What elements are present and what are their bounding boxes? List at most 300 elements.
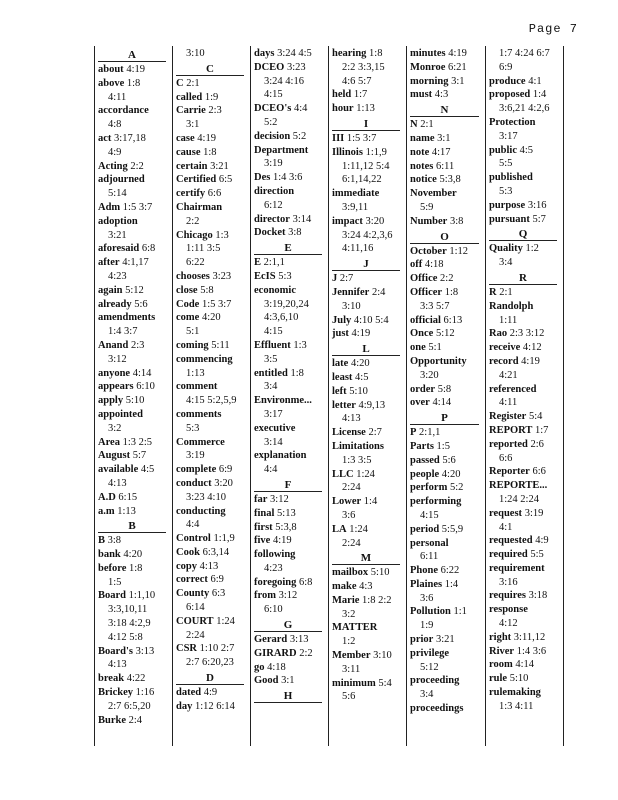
page-line-references: 1:7 xyxy=(532,424,549,436)
index-term: correct xyxy=(176,574,208,586)
index-reference-continuation xyxy=(489,617,563,631)
index-entry xyxy=(254,507,328,521)
page-line-references: 3:14 xyxy=(264,436,283,448)
index-term: privilege xyxy=(410,647,450,659)
page-line-references: 5:5 xyxy=(499,158,513,170)
page-line-references: 1:13 xyxy=(114,505,136,517)
index-reference-continuation xyxy=(98,422,172,436)
index-reference-continuation xyxy=(176,118,250,132)
index-term: director xyxy=(254,213,290,225)
page-line-references: 6:6 xyxy=(205,188,222,200)
page-line-references: 2:7 6:20,23 xyxy=(186,657,234,669)
index-entry xyxy=(410,468,485,482)
index-term: Monroe xyxy=(410,61,446,73)
index-entry xyxy=(489,631,563,645)
index-term: Board xyxy=(98,590,127,602)
page-line-references: 2:1 xyxy=(183,77,200,89)
index-term: days xyxy=(254,48,275,59)
index-term: Phone xyxy=(410,565,439,577)
index-term: public xyxy=(489,144,518,156)
index-entry xyxy=(489,562,563,576)
index-reference-continuation xyxy=(489,396,563,410)
page-line-references: 1:1,10 xyxy=(126,590,156,602)
index-reference-continuation xyxy=(332,75,406,89)
page-line-references: 4:19 xyxy=(194,132,216,144)
page-line-references: 2:3 3:12 xyxy=(507,328,545,340)
index-reference-continuation xyxy=(176,394,250,408)
index-term: Area xyxy=(98,436,120,448)
index-entry xyxy=(176,505,250,519)
page-line-references: 4:4 xyxy=(186,519,200,531)
index-reference-continuation xyxy=(98,576,172,590)
page-line-references: 4:13 xyxy=(197,560,219,572)
index-entry xyxy=(410,702,485,716)
index-term: J xyxy=(332,273,338,285)
index-term: August xyxy=(98,450,131,462)
index-entry xyxy=(98,367,172,381)
page-line-references: 6:6 xyxy=(529,466,546,478)
page-line-references: 2:24 xyxy=(342,482,361,494)
index-reference-continuation xyxy=(254,562,328,576)
index-entry xyxy=(489,300,563,314)
index-entry xyxy=(176,229,250,243)
index-term: requested xyxy=(489,535,533,547)
index-term: people xyxy=(410,468,440,480)
index-term: perform xyxy=(410,482,448,494)
index-term: B xyxy=(98,535,106,547)
index-entry xyxy=(254,394,328,408)
page-line-references: 4:15 xyxy=(420,509,439,521)
index-term: over xyxy=(410,397,430,409)
index-term: Certified xyxy=(176,174,217,186)
page-line-references: 3:23 xyxy=(209,270,232,282)
index-term: minutes xyxy=(410,48,446,59)
index-entry xyxy=(254,422,328,436)
index-term: just xyxy=(332,328,349,340)
section-letter-header: C xyxy=(176,62,244,76)
index-reference-continuation xyxy=(98,603,172,617)
index-term: A.D xyxy=(98,491,116,503)
page-line-references: 3:9,11 xyxy=(342,201,369,213)
page-line-references: 1:9 xyxy=(420,620,434,632)
index-reference-continuation xyxy=(410,550,485,564)
index-entry xyxy=(176,77,250,91)
index-entry xyxy=(98,714,172,728)
page-line-references: 2:3 xyxy=(205,105,222,117)
index-entry xyxy=(98,298,172,312)
page-line-references: 3:6 xyxy=(342,509,356,521)
page-line-references: 3:21 xyxy=(207,160,229,172)
index-entry xyxy=(332,314,406,328)
index-entry xyxy=(176,642,250,656)
index-term: Des xyxy=(254,172,271,184)
page-line-references: 5:10 xyxy=(507,673,529,685)
index-reference-continuation xyxy=(489,700,563,714)
index-term: about xyxy=(98,64,124,75)
index-entry xyxy=(254,270,328,284)
index-entry xyxy=(254,171,328,185)
page-line-references: 3:24 4:16 xyxy=(264,75,304,87)
index-term: record xyxy=(489,355,519,367)
index-reference-continuation xyxy=(98,353,172,367)
page-line-references: 4:3,6,10 xyxy=(264,312,299,324)
index-entry xyxy=(410,286,485,300)
page-line-references: 1:24 2:24 xyxy=(499,493,539,505)
section-letter-header: P xyxy=(410,411,479,425)
index-entry xyxy=(332,215,406,229)
section-letter-header: M xyxy=(332,551,400,565)
index-reference-continuation xyxy=(254,463,328,477)
index-entry xyxy=(489,438,563,452)
page-line-references: 6:11 xyxy=(420,551,439,563)
index-reference-continuation xyxy=(332,160,406,174)
index-entry xyxy=(410,245,485,259)
page-line-references: 4:18 xyxy=(264,661,286,673)
section-letter-header: O xyxy=(410,230,479,244)
page-line-references: 5:1 xyxy=(186,326,200,338)
page-line-references: 4:19 xyxy=(348,328,371,340)
index-term: order xyxy=(410,383,436,395)
index-reference-continuation xyxy=(332,537,406,551)
index-entry xyxy=(332,495,406,509)
index-reference-continuation xyxy=(489,369,563,383)
index-term: Environme... xyxy=(254,395,312,407)
section-letter-header: L xyxy=(332,342,400,356)
index-term: Illinois xyxy=(332,146,363,158)
page-line-references: 1:7 xyxy=(351,89,368,101)
index-entry xyxy=(489,88,563,102)
index-entry xyxy=(410,564,485,578)
page-line-references: 2:4 xyxy=(369,286,386,298)
index-term: C xyxy=(176,77,184,89)
page-line-references: 4:19 xyxy=(270,535,292,547)
index-reference-continuation xyxy=(489,185,563,199)
index-entry xyxy=(410,258,485,272)
index-term: Member xyxy=(332,650,371,662)
index-entry xyxy=(176,380,250,394)
index-term: proposed xyxy=(489,89,531,101)
index-reference-continuation xyxy=(176,325,250,339)
index-entry xyxy=(332,426,406,440)
page-line-references: 4:10 5:4 xyxy=(351,314,389,326)
index-term: Chairman xyxy=(176,201,223,213)
index-entry xyxy=(489,507,563,521)
index-term: make xyxy=(332,581,357,593)
index-entry xyxy=(176,284,250,298)
index-term: required xyxy=(489,549,528,561)
index-term: commencing xyxy=(176,353,233,365)
page-line-references: 2:6 xyxy=(527,438,544,450)
index-entry xyxy=(98,534,172,548)
index-term: Lower xyxy=(332,496,362,508)
index-term: economic xyxy=(254,284,296,296)
page-line-references: 6:9 xyxy=(207,574,224,586)
index-reference-continuation xyxy=(254,199,328,213)
page-line-references: 3:1 xyxy=(448,75,465,87)
index-term: Plaines xyxy=(410,578,443,590)
index-entry xyxy=(176,532,250,546)
page-line-references: 4:19 xyxy=(518,355,540,367)
page-line-references: 3:20 xyxy=(362,215,385,227)
index-term: five xyxy=(254,535,271,547)
index-term: complete xyxy=(176,464,217,476)
page-line-references: 1:11 3:5 xyxy=(186,243,221,255)
index-entry xyxy=(98,201,172,215)
index-reference-continuation xyxy=(410,201,485,215)
page-line-references: 4:14 xyxy=(512,659,535,671)
page-line-references: 2:7 xyxy=(337,273,354,285)
index-term: Officer xyxy=(410,286,443,298)
index-reference-continuation xyxy=(489,61,563,75)
index-entry xyxy=(489,199,563,213)
index-term: impact xyxy=(332,215,363,227)
index-term: Department xyxy=(254,144,309,156)
index-entry xyxy=(410,173,485,187)
index-reference-continuation xyxy=(98,658,172,672)
index-reference-continuation xyxy=(98,270,172,284)
page-line-references: 5:2 xyxy=(290,130,307,142)
page-line-references: 1:12 xyxy=(446,245,469,257)
index-term: DCEO's xyxy=(254,103,292,115)
index-reference-continuation xyxy=(254,88,328,102)
index-term: bank xyxy=(98,549,121,561)
index-term: certify xyxy=(176,188,206,200)
index-term: following xyxy=(254,549,296,561)
page-line-references: 4:15 5:2,5,9 xyxy=(186,395,237,407)
index-entry xyxy=(410,61,485,75)
index-term: LA xyxy=(332,523,347,535)
section-letter-header: H xyxy=(254,689,322,703)
index-entry xyxy=(176,353,250,367)
page-line-references: 6:15 xyxy=(115,491,138,503)
page-line-references: 5:14 xyxy=(108,188,127,200)
page-line-references: 1:1 xyxy=(450,606,467,618)
page-line-references: 4:22 xyxy=(124,673,146,685)
index-reference-continuation xyxy=(410,688,485,702)
page-line-references: 1:3 2:5 xyxy=(119,436,153,448)
page-line-references: 3:23 xyxy=(284,61,306,73)
index-term: July xyxy=(332,314,352,326)
index-reference-continuation xyxy=(98,229,172,243)
index-term: proceeding xyxy=(410,675,460,687)
index-term: must xyxy=(410,89,433,101)
page-line-references: 1:11,12 5:4 xyxy=(342,160,390,172)
page-line-references: 4:13 xyxy=(108,659,127,671)
page-line-references: 6:9 xyxy=(499,61,513,73)
page-line-references: 3:19 xyxy=(522,507,544,519)
index-reference-continuation xyxy=(254,603,328,617)
index-reference-continuation xyxy=(332,608,406,622)
index-reference-continuation xyxy=(98,146,172,160)
index-reference-continuation xyxy=(332,663,406,677)
index-entry xyxy=(410,160,485,174)
section-letter-header: D xyxy=(176,671,244,685)
page-line-references: 5:7 xyxy=(529,213,546,225)
index-reference-continuation xyxy=(98,118,172,132)
page-line-references: 4:1 xyxy=(525,75,542,87)
page-line-references: 5:5,9 xyxy=(439,523,464,535)
index-entry xyxy=(332,580,406,594)
index-entry xyxy=(254,256,328,270)
page-line-references: 4:12 5:8 xyxy=(108,631,143,643)
index-term: Acting xyxy=(98,160,128,172)
section-letter-header: G xyxy=(254,618,322,632)
page-line-references: 5:12 xyxy=(433,328,455,340)
index-entry xyxy=(489,341,563,355)
index-entry xyxy=(254,548,328,562)
index-reference-continuation xyxy=(489,157,563,171)
index-term: Burke xyxy=(98,714,127,726)
index-term: room xyxy=(489,659,513,671)
index-term: above xyxy=(98,77,125,89)
index-term: Cook xyxy=(176,546,200,558)
page-line-references: 1:5 3:7 xyxy=(120,201,153,213)
index-term: Brickey xyxy=(98,687,133,699)
index-reference-continuation xyxy=(254,157,328,171)
index-term: purpose xyxy=(489,199,526,211)
index-entry xyxy=(254,647,328,661)
index-term: requires xyxy=(489,590,526,602)
page-line-references: 4:20 xyxy=(348,358,370,370)
page-line-references: 6:9 xyxy=(216,464,233,476)
index-entry xyxy=(176,546,250,560)
index-term: right xyxy=(489,631,512,643)
index-term: produce xyxy=(489,75,526,87)
index-term: November xyxy=(410,188,457,200)
page-line-references: 5:2 xyxy=(264,116,278,128)
index-reference-continuation xyxy=(176,256,250,270)
index-entry xyxy=(98,491,172,505)
index-column-3 xyxy=(250,46,328,746)
page-line-references: 2:1 xyxy=(496,286,513,298)
index-term: dated xyxy=(176,687,202,699)
index-reference-continuation xyxy=(489,102,563,116)
index-reference-continuation xyxy=(489,576,563,590)
index-term: Chicago xyxy=(176,229,213,241)
index-term: Adm xyxy=(98,201,121,213)
index-entry xyxy=(176,270,250,284)
index-term: comment xyxy=(176,381,218,393)
index-entry xyxy=(254,633,328,647)
index-reference-continuation xyxy=(332,242,406,256)
index-entry xyxy=(98,215,172,229)
index-term: accordance xyxy=(98,105,149,117)
index-entry xyxy=(176,298,250,312)
page-line-references: 4:9 xyxy=(108,146,122,158)
page-line-references: 2:1,1 xyxy=(261,257,285,269)
page-line-references: 3:4 xyxy=(264,381,278,393)
page-line-references: 1:24 xyxy=(353,468,375,480)
index-entry xyxy=(332,286,406,300)
page-line-references: 1:4 xyxy=(530,89,547,101)
index-entry xyxy=(176,436,250,450)
page-line-references: 6:10 xyxy=(264,604,283,616)
index-entry xyxy=(410,426,485,440)
page-line-references: 4:12 xyxy=(520,342,542,354)
index-term: EcIS xyxy=(254,270,276,282)
index-reference-continuation xyxy=(410,509,485,523)
page-line-references: 1:9 xyxy=(202,91,219,103)
page-line-references: 1:4 xyxy=(442,578,459,590)
index-column-6 xyxy=(485,46,563,746)
index-term: decision xyxy=(254,130,291,142)
page-line-references: 1:5 xyxy=(433,440,450,452)
page-line-references: 3:1 xyxy=(278,675,295,687)
page-line-references: 4:23 xyxy=(108,270,127,282)
index-reference-continuation xyxy=(489,314,563,328)
index-entry xyxy=(410,88,485,102)
page-line-references: 5:3,8 xyxy=(436,174,461,186)
index-reference-continuation xyxy=(176,518,250,532)
page-line-references: 3:11,12 xyxy=(511,631,546,643)
index-term: entitled xyxy=(254,367,288,379)
index-term: foregoing xyxy=(254,576,297,588)
page-line-references: 4:14 xyxy=(429,397,452,409)
index-term: Marie xyxy=(332,594,360,606)
index-entry xyxy=(410,383,485,397)
index-term: N xyxy=(410,119,418,131)
index-entry xyxy=(98,672,172,686)
index-entry xyxy=(332,468,406,482)
page-line-references: 5:13 xyxy=(274,507,296,519)
index-entry xyxy=(254,367,328,381)
index-entry xyxy=(489,144,563,158)
page-line-references: 5:10 xyxy=(368,567,390,579)
index-entry xyxy=(489,75,563,89)
page-line-references: 4:19 xyxy=(445,48,467,59)
index-term: off xyxy=(410,259,423,271)
index-term: Good xyxy=(254,675,279,687)
index-entry xyxy=(489,383,563,397)
index-entry xyxy=(98,548,172,562)
index-term: close xyxy=(176,284,198,296)
index-term: hearing xyxy=(332,48,367,59)
index-entry xyxy=(254,213,328,227)
index-term: immediate xyxy=(332,188,380,200)
index-term: REPORT xyxy=(489,424,533,436)
page-line-references: 1:8 xyxy=(366,48,383,59)
page-line-references: 4:11,16 xyxy=(342,243,374,255)
page-line-references: 1:8 xyxy=(124,77,141,89)
index-entry xyxy=(98,339,172,353)
index-term: minimum xyxy=(332,677,376,689)
index-term: go xyxy=(254,661,265,673)
index-reference-continuation xyxy=(176,449,250,463)
index-term: aforesaid xyxy=(98,243,140,255)
index-term: Register xyxy=(489,411,527,423)
page-line-references: 3:20 xyxy=(211,477,233,489)
page-line-references: 3:2 xyxy=(342,608,356,620)
index-entry xyxy=(489,242,563,256)
index-reference-continuation xyxy=(254,298,328,312)
index-entry xyxy=(176,187,250,201)
page-line-references: 5:3 xyxy=(499,185,513,197)
page-line-references: 2:1,1 xyxy=(416,427,441,439)
index-entry xyxy=(176,173,250,187)
index-entry xyxy=(176,132,250,146)
page-line-references: 3:21 xyxy=(108,229,127,241)
index-term: response xyxy=(489,604,528,616)
index-entry xyxy=(332,440,406,454)
index-term: LLC xyxy=(332,468,354,480)
page-line-references: 5:6 xyxy=(439,454,456,466)
index-reference-continuation xyxy=(489,493,563,507)
page-line-references: 3:12 xyxy=(108,353,127,365)
index-entry xyxy=(98,686,172,700)
index-reference-continuation xyxy=(332,201,406,215)
index-term: R xyxy=(489,286,497,298)
index-reference-continuation xyxy=(176,367,250,381)
